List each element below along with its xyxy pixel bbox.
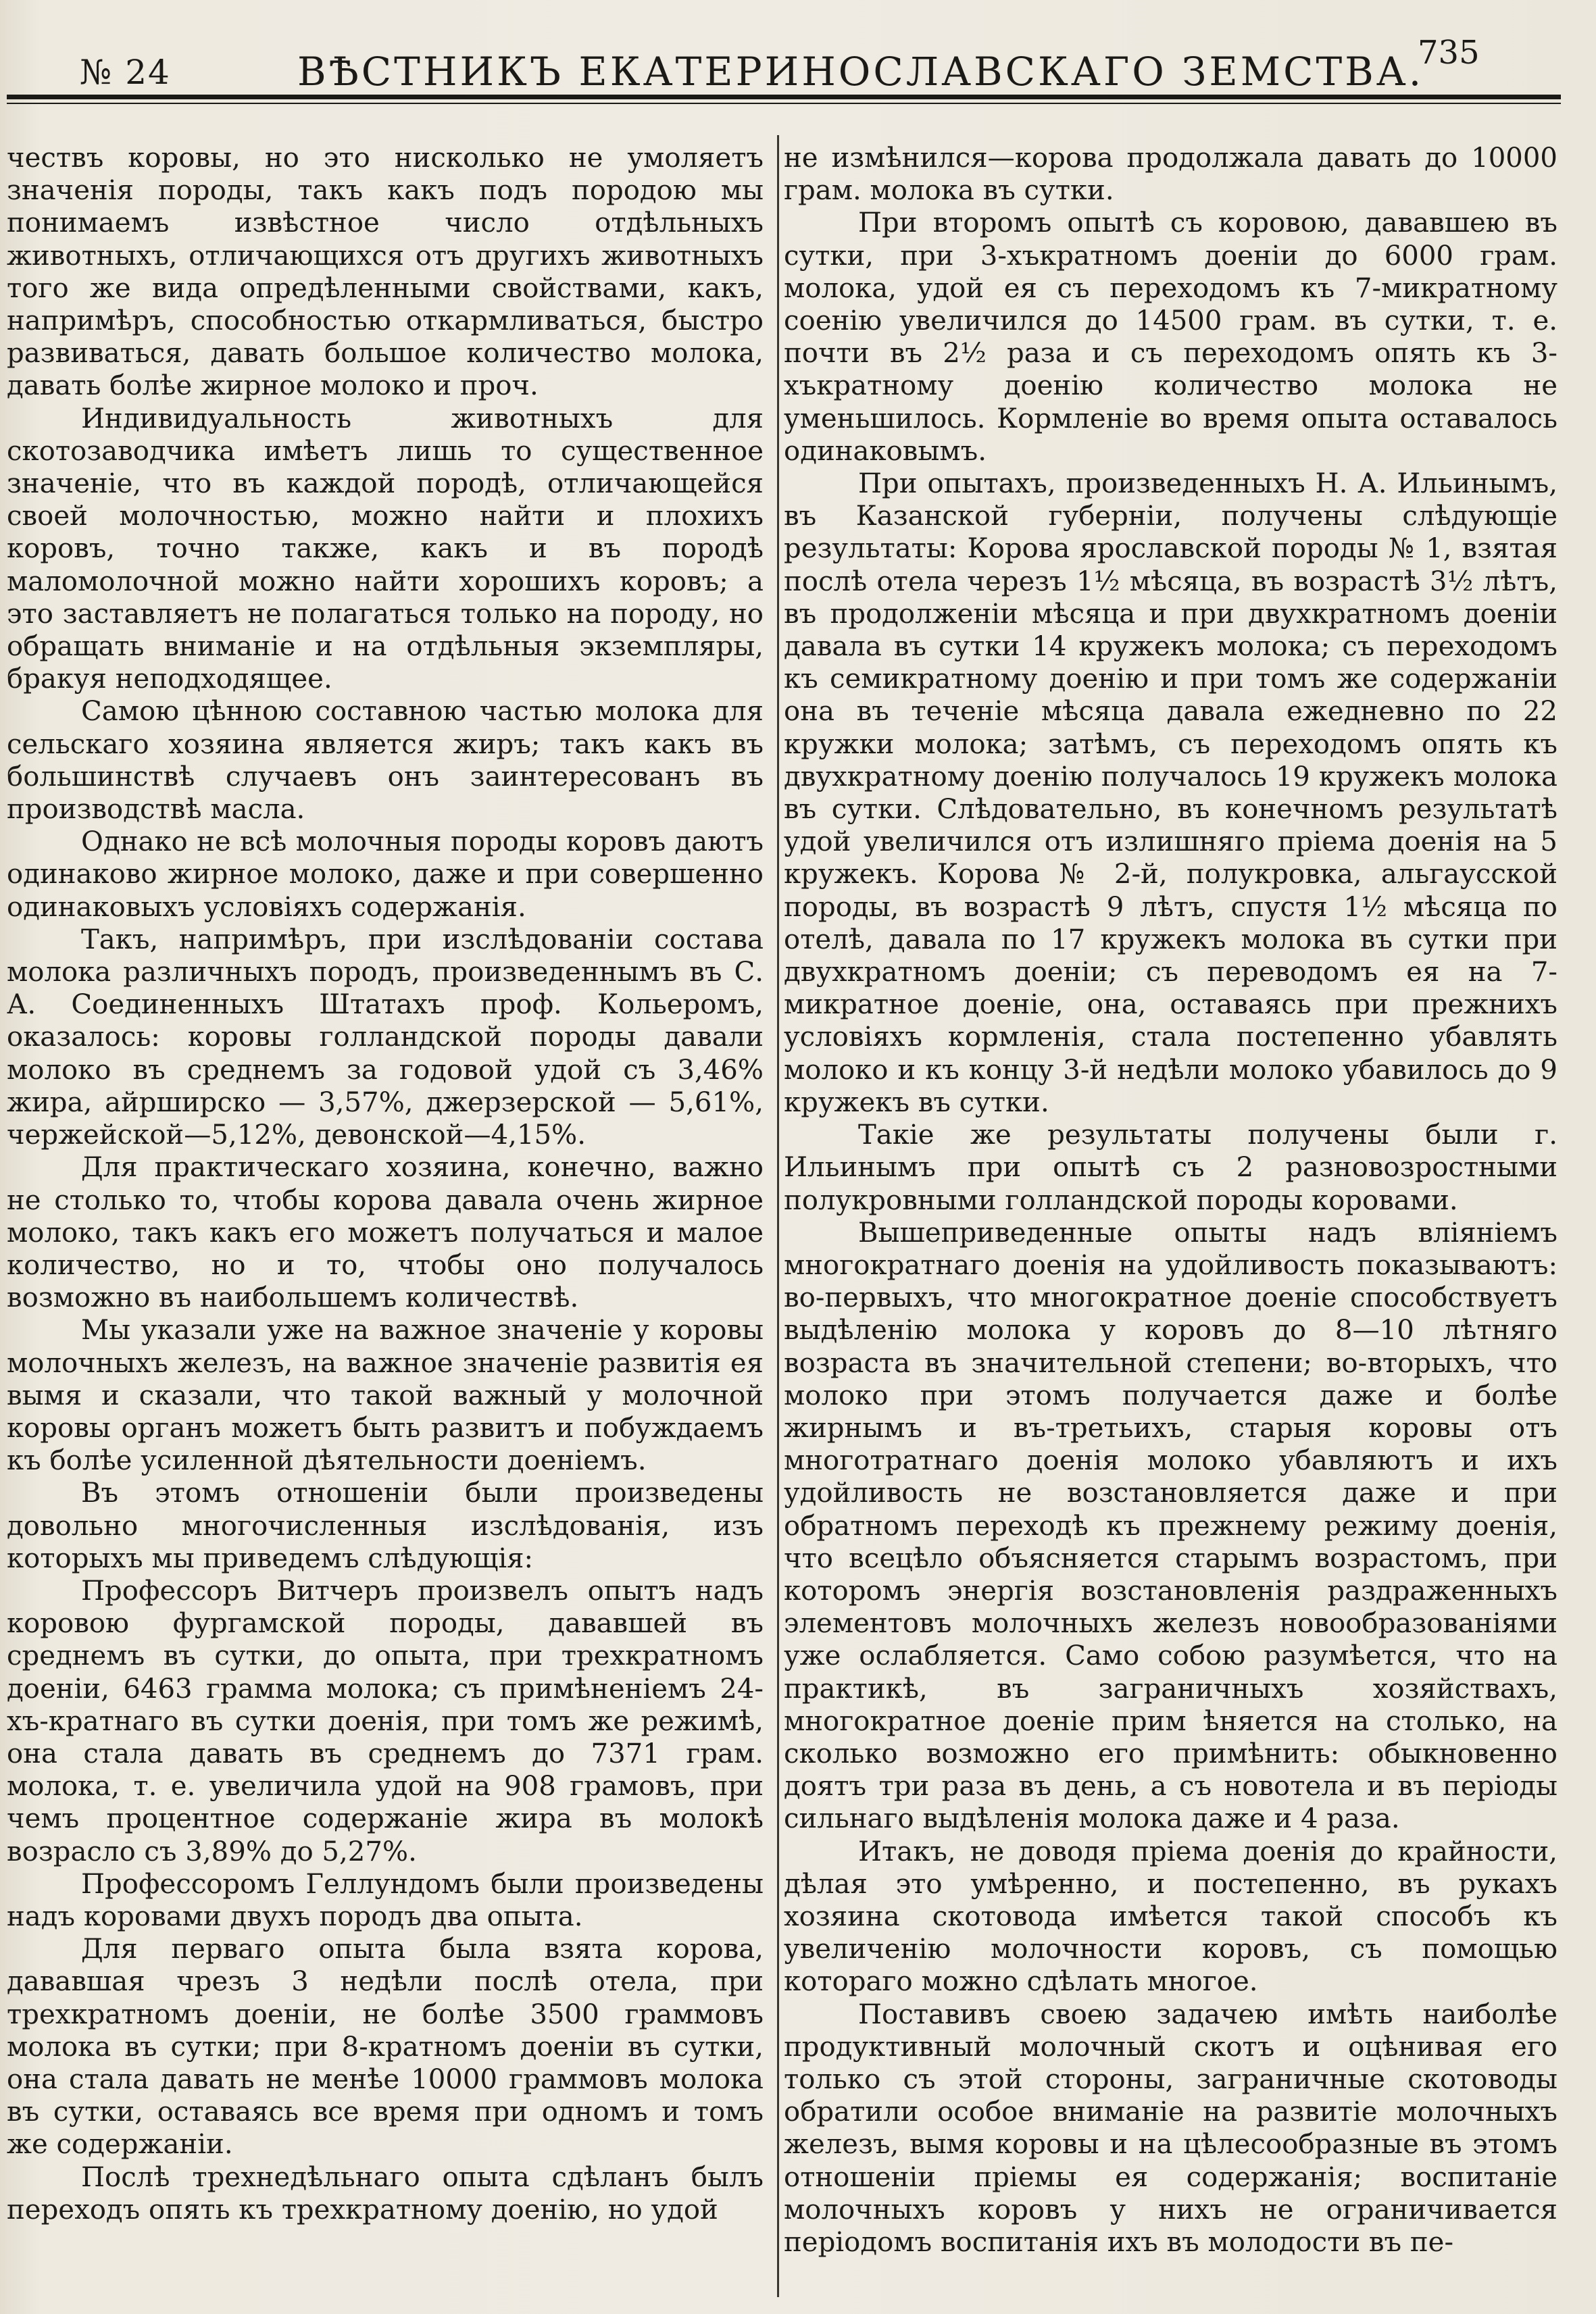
paragraph: Однако не всѣ молочныя породы коровъ даютъ одинаково жирное молоко, даже и при совершенно одинаковыхъ условіяхъ содержанія. bbox=[7, 826, 764, 923]
right-column bbox=[784, 142, 1557, 2294]
paragraph: При второмъ опытѣ съ коровою, дававшею въ сутки, при 3-хъкратномъ доеніи до 6000 грам. молока, удой ея съ переходомъ къ 7-микратному соенію увеличился до 14500 грам. въ сутки, т. е. почти въ 2½ раза и съ переходомъ опять къ 3-хъкратному доенію количество молока не уменьшилось. Кормленіе во время опыта оставалось одинаковымъ. bbox=[784, 207, 1557, 467]
paragraph: Итакъ, не доводя пріема доенія до крайности, дѣлая это умѣренно, и постепенно, въ рукахъ хозяина скотовода имѣется такой способъ къ увеличенію молочности коровъ, съ помощью котораго можно сдѣлать многое. bbox=[784, 1836, 1557, 1998]
paragraph: Самою цѣнною составною частью молока для сельскаго хозяина является жиръ; такъ какъ въ большинствѣ случаевъ онъ заинтересованъ въ производствѣ масла. bbox=[7, 696, 764, 826]
header-rule-thick bbox=[7, 95, 1561, 99]
paragraph: Послѣ трехнедѣльнаго опыта сдѣланъ былъ переходъ опять къ трехкратному доенію, но удой bbox=[7, 2161, 764, 2225]
header-rule-thin bbox=[7, 103, 1561, 104]
paragraph: Въ этомъ отношеніи были произведены довольно многочисленныя изслѣдованія, изъ которыхъ мы приведемъ слѣдующія: bbox=[7, 1478, 764, 1574]
paragraph: Для практическаго хозяина, конечно, важно не столько то, чтобы корова давала очень жирное молоко, такъ какъ его можетъ получаться и малое количество, но и то, чтобы оно получалось возможно въ наибольшемъ количествѣ. bbox=[7, 1152, 764, 1314]
page-header bbox=[0, 27, 1596, 101]
left-column bbox=[7, 142, 764, 2294]
journal-title: ВѢСТНИКЪ ЕКАТЕРИНОСЛАВСКАГО ЗЕМСТВА. bbox=[297, 49, 1424, 95]
issue-number: № 24 bbox=[80, 53, 171, 92]
paragraph: Поставивъ своею задачею имѣть наиболѣе продуктивный молочный скотъ и оцѣнивая его только съ этой стороны, заграничные скотоводы обратили особое вниманіе на развитіе молочныхъ железъ, вымя коровы и на цѣлесообразные въ этомъ отношеніи пріемы ея содержанія; воспитаніе молочныхъ коровъ у нихъ не ограничивается періодомъ воспитанія ихъ въ молодости въ пе- bbox=[784, 1998, 1557, 2258]
paragraph: не измѣнился—корова продолжала давать до 10000 грам. молока въ сутки. bbox=[784, 143, 1557, 207]
paragraph: Вышеприведенные опыты надъ вліяніемъ многократнаго доенія на удойливость показываютъ: во-первыхъ, что многократное доеніе способствуетъ выдѣленію молока у коровъ до 8—10 лѣтняго возраста въ значительной степени; во-вторыхъ, что молоко при этомъ получается даже и болѣе жирнымъ и въ-третьихъ, старыя коровы отъ многотратнаго доенія молоко убавляютъ и ихъ удойливость не возстановляется даже и при обратномъ переходѣ къ прежнему режиму доенія, что всецѣло объясняется старымъ возрастомъ, при которомъ энергія возстановленія раздраженныхъ элементовъ молочныхъ железъ новообразованіями уже ослабляется. Само собою разумѣется, что на практикѣ, въ заграничныхъ хозяйствахъ, многократное доеніе прим ѣняется на столько, на сколько возможно его примѣнить: обыкновенно доятъ три раза въ день, а съ новотела и въ періоды сильнаго выдѣленія молока даже и 4 раза. bbox=[784, 1217, 1557, 1835]
paragraph: Профессоръ Витчеръ произвелъ опытъ надъ коровою фургамской породы, дававшей въ среднемъ въ сутки, до опыта, при трехкратномъ доеніи, 6463 грамма молока; съ примѣненіемъ 24-хъ-кратнаго въ сутки доенія, при томъ же режимѣ, она стала давать въ среднемъ до 7371 грам. молока, т. е. увеличила удой на 908 грамовъ, при чемъ процентное содержаніе жира въ молокѣ возрасло съ 3,89% до 5,27%. bbox=[7, 1575, 764, 1867]
paragraph: Такіе же результаты получены были г. Ильинымъ при опытѣ съ 2 разновозростными полукровными голландской породы коровами. bbox=[784, 1120, 1557, 1216]
paragraph: При опытахъ, произведенныхъ Н. А. Ильинымъ, въ Казанской губерніи, получены слѣдующіе результаты: Корова ярославской породы № 1, взятая послѣ отела черезъ 1½ мѣсяца, въ возрастѣ 3½ лѣтъ, въ продолженіи мѣсяца и при двухкратномъ доеніи давала въ сутки 14 кружекъ молока; съ переходомъ къ семикратному доенію и при томъ же содержаніи она въ теченіе мѣсяца давала ежедневно по 22 кружки молока; затѣмъ, съ переходомъ опять къ двухкратному доенію получалось 19 кружекъ молока въ сутки. Слѣдовательно, въ конечномъ результатѣ удой увеличился отъ излишняго пріема доенія на 5 кружекъ. Корова № 2-й, полукровка, альгаусской породы, въ возрастѣ 9 лѣтъ, спустя 1½ мѣсяца по отелѣ, давала по 17 кружекъ молока въ сутки при двухкратномъ доеніи; съ переводомъ ея на 7-микратное доеніе, она, оставаясь при прежнихъ условіяхъ кормленія, стала постепенно убавлять молоко и къ концу 3-й недѣли молоко убавилось до 9 кружекъ въ сутки. bbox=[784, 468, 1557, 1118]
paragraph: Мы указали уже на важное значеніе у коровы молочныхъ железъ, на важное значеніе развитія ея вымя и сказали, что такой важный у молочной коровы органъ можетъ быть развитъ и побуждаемъ къ болѣе усиленной дѣятельности доеніемъ. bbox=[7, 1315, 764, 1477]
paragraph: Такъ, напримѣръ, при изслѣдованіи состава молока различныхъ породъ, произведеннымъ въ С. А. Соединенныхъ Штатахъ проф. Кольеромъ, оказалось: коровы голландской породы давали молоко въ среднемъ за годовой удой съ 3,46% жира, айрширско — 3,57%, джерзерской — 5,61%, чержейской—5,12%, девонской—4,15%. bbox=[7, 924, 764, 1151]
page-number: 735 bbox=[1418, 34, 1480, 72]
paragraph: чествъ коровы, но это нисколько не умоляетъ значенія породы, такъ какъ подъ породою мы понимаемъ извѣстное число отдѣльныхъ животныхъ, отличающихся отъ другихъ животныхъ того же вида опредѣленными свойствами, какъ, напримѣръ, способностью откармливаться, быстро развиваться, давать большое количество молока, давать болѣе жирное молоко и проч. bbox=[7, 143, 764, 402]
column-divider bbox=[777, 135, 779, 2297]
paragraph: Для перваго опыта была взята корова, дававшая чрезъ 3 недѣли послѣ отела, при трехкратномъ доеніи, не болѣе 3500 граммовъ молока въ сутки; при 8-кратномъ доеніи въ сутки, она стала давать не менѣе 10000 граммовъ молока въ сутки, оставаясь все время при одномъ и томъ же содержаніи. bbox=[7, 1934, 764, 2161]
paragraph: Индивидуальность животныхъ для скотозаводчика имѣетъ лишь то существенное значеніе, что въ каждой породѣ, отличающейся своей молочностью, можно найти и плохихъ коровъ, точно также, какъ и въ породѣ маломолочной можно найти хорошихъ коровъ; а это заставляетъ не полагаться только на породу, но обращать вниманіе и на отдѣльныя экземпляры, бракуя неподходящее. bbox=[7, 403, 764, 695]
paragraph: Профессоромъ Геллундомъ были произведены надъ коровами двухъ породъ два опыта. bbox=[7, 1868, 764, 1932]
